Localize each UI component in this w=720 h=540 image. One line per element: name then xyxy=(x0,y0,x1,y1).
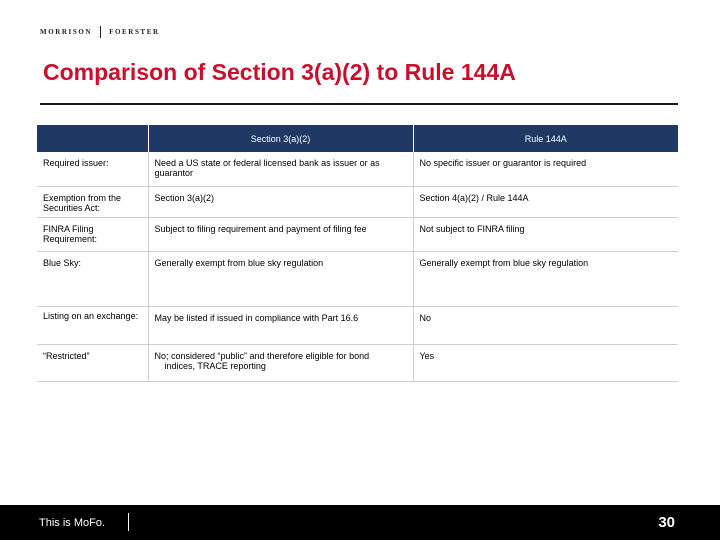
table-row xyxy=(37,251,678,306)
rule-144a-cell: Section 4(a)(2) / Rule 144A xyxy=(413,186,678,217)
section-3a2-cell: May be listed if issued in compliance with Part 16.6 xyxy=(148,306,413,344)
row-label: FINRA Filing Requirement: xyxy=(37,217,148,251)
header-section-3a2: Section 3(a)(2) xyxy=(148,125,413,152)
logo-right-word: FOERSTER xyxy=(109,28,160,36)
logo-left-word: MORRISON xyxy=(40,28,93,36)
rule-144a-cell: Yes xyxy=(413,344,678,381)
header-blank-cell xyxy=(37,125,148,152)
title-underline xyxy=(40,103,678,105)
section-3a2-cell xyxy=(148,344,413,381)
slide-title: Comparison of Section 3(a)(2) to Rule 144A xyxy=(43,59,516,85)
rule-144a-cell: Generally exempt from blue sky regulation xyxy=(413,251,678,306)
firm-logo xyxy=(40,26,160,38)
table-row xyxy=(37,344,678,381)
section-3a2-cell: Section 3(a)(2) xyxy=(148,186,413,217)
table-row xyxy=(37,186,678,217)
cell-line-continued: indices, TRACE reporting xyxy=(164,360,266,371)
rule-144a-cell: No xyxy=(413,306,678,344)
logo-divider xyxy=(100,26,101,38)
header-rule-144a: Rule 144A xyxy=(413,125,678,152)
footer-divider xyxy=(128,513,129,531)
section-3a2-cell: Need a US state or federal licensed bank as issuer or as guarantor xyxy=(148,152,413,186)
page-number: 30 xyxy=(658,514,675,531)
table-row xyxy=(37,152,678,186)
table-row xyxy=(37,217,678,251)
row-label: Listing on an exchange: xyxy=(37,306,148,344)
row-label: Required issuer: xyxy=(37,152,148,186)
rule-144a-cell: Not subject to FINRA filing xyxy=(413,217,678,251)
row-label: Exemption from the Securities Act: xyxy=(37,186,148,217)
section-3a2-cell: Subject to filing requirement and payment of filing fee xyxy=(148,217,413,251)
section-3a2-cell: Generally exempt from blue sky regulation xyxy=(148,251,413,306)
cell-line: No; considered “public” and therefore eligible for bond xyxy=(154,350,370,361)
row-label: “Restricted” xyxy=(37,344,148,381)
row-label: Blue Sky: xyxy=(37,251,148,306)
comparison-table xyxy=(37,125,678,382)
table-header-row xyxy=(37,125,678,152)
footer-bar xyxy=(0,505,720,540)
table-row xyxy=(37,306,678,344)
footer-tagline: This is MoFo. xyxy=(39,517,106,529)
rule-144a-cell: No specific issuer or guarantor is required xyxy=(413,152,678,186)
